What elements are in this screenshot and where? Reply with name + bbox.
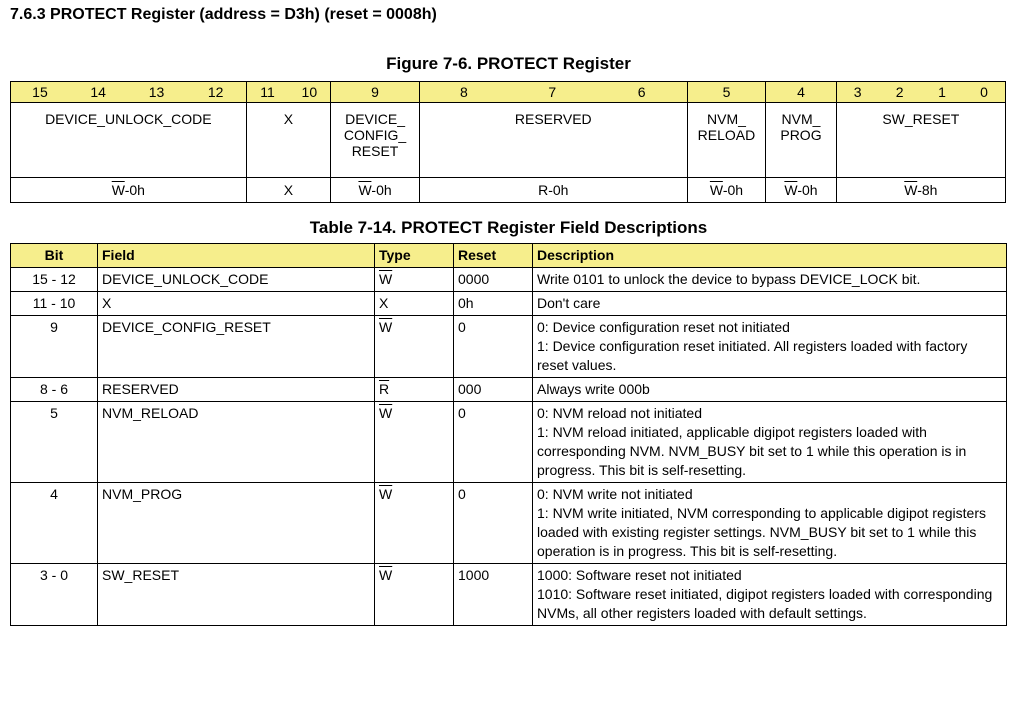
cell-field: DEVICE_UNLOCK_CODE [98,268,375,292]
bit-number: 13 [127,82,185,103]
cell-reset: 0 [454,483,533,564]
description-line: 0: Device configuration reset not initiated [537,319,790,335]
table-row [11,316,1007,378]
cell-reset: 0h [454,292,533,316]
description-line: 1: NVM reload initiated, applicable digipot registers loaded with corresponding NVM. NVM_BUSY bit set to 1 while this operation is in progress. This bit is self-resetting. [537,424,967,478]
cell-reset: 0 [454,316,533,378]
description-line: 1010: Software reset initiated, digipot registers loaded with corresponding NVMs, all other registers loaded with default settings. [537,586,993,621]
field-sw-reset: SW_RESET [836,103,1005,178]
access-device-config-reset [331,178,420,203]
cell-bit: 11 - 10 [11,292,98,316]
access-row [11,178,1006,203]
section-title: 7.6.3 PROTECT Register (address = D3h) (reset = 0008h) [10,6,437,23]
table-row [11,268,1007,292]
cell-field: NVM_PROG [98,483,375,564]
description-line: 1000: Software reset not initiated [537,567,742,583]
access-x: X [246,178,331,203]
table-row [11,378,1007,402]
field-line: NVM_ [781,111,821,127]
cell-type: $\overline{W}$ [375,402,454,483]
table-row [11,292,1007,316]
access-reset: -0h [722,182,744,198]
cell-reset: 1000 [454,564,533,626]
header-description: Description [533,244,1007,268]
bit-number: 9 [331,82,420,103]
cell-type: $\overline{W}$ [375,483,454,564]
table-header-row [11,244,1007,268]
cell-bit: 5 [11,402,98,483]
bit-number: 3 [836,82,878,103]
header-reset: Reset [454,244,533,268]
cell-description [533,483,1007,564]
field-descriptions-table [10,243,1007,626]
access-reset: -0h [371,182,392,198]
field-reserved: RESERVED [419,103,687,178]
access-type: $\overline{W}$ [111,182,125,198]
field-line: PROG [780,127,822,143]
cell-field: X [98,292,375,316]
cell-bit: 8 - 6 [11,378,98,402]
access-reset: -0h [797,182,818,198]
bit-number: 5 [687,82,766,103]
field-line: NVM_ [707,111,746,127]
cell-field: RESERVED [98,378,375,402]
field-name-row [11,103,1006,178]
cell-description [533,292,1007,316]
description-line: Write 0101 to unlock the device to bypass DEVICE_LOCK bit. [537,271,921,287]
field-nvm-prog [766,103,836,178]
bit-number: 6 [597,82,688,103]
field-line: RELOAD [697,127,756,143]
cell-description [533,316,1007,378]
access-device-unlock-code [11,178,247,203]
cell-reset: 0 [454,402,533,483]
field-device-config-reset [331,103,420,178]
table-row [11,564,1007,626]
description-line: 0: NVM reload not initiated [537,405,702,421]
access-reset: -8h [917,182,938,198]
bit-number: 1 [921,82,963,103]
bit-number: 4 [766,82,836,103]
cell-bit: 15 - 12 [11,268,98,292]
description-line: 1: NVM write initiated, NVM corresponding to applicable digipot registers loaded with existing register settings. NVM_BUSY bit set to 1 while this operation is in progress. This bit is self-resetting. [537,505,986,559]
access-type: $\overline{W}$ [904,182,918,198]
bit-number: 14 [69,82,127,103]
cell-description [533,402,1007,483]
access-reset: -0h [124,182,145,198]
cell-type: $\overline{W}$ [375,564,454,626]
cell-type: $\overline{W}$ [375,316,454,378]
field-line: DEVICE_ [345,111,405,127]
description-line: 0: NVM write not initiated [537,486,693,502]
header-bit: Bit [11,244,98,268]
access-sw-reset [836,178,1005,203]
bit-number: 7 [508,82,597,103]
table-row [11,402,1007,483]
cell-type: X [375,292,454,316]
access-nvm-prog [766,178,836,203]
cell-reset: 000 [454,378,533,402]
cell-description [533,268,1007,292]
bit-number: 12 [186,82,246,103]
description-line: Don't care [537,295,601,311]
access-type: $\overline{W}$ [358,182,372,198]
cell-field: NVM_RELOAD [98,402,375,483]
cell-bit: 4 [11,483,98,564]
access-type: $\overline{W}$ [709,182,723,198]
description-line: 1: Device configuration reset initiated. All registers loaded with factory reset values. [537,338,968,373]
bit-number: 2 [879,82,921,103]
bit-number: 10 [288,82,330,103]
cell-reset: 0000 [454,268,533,292]
cell-description [533,564,1007,626]
bit-number-row [11,82,1006,103]
field-device-unlock-code: DEVICE_UNLOCK_CODE [11,103,247,178]
field-line: CONFIG_ [343,127,407,143]
cell-description [533,378,1007,402]
cell-field: DEVICE_CONFIG_RESET [98,316,375,378]
bit-number: 8 [419,82,508,103]
figure-title: Figure 7-6. PROTECT Register [386,54,631,73]
header-field: Field [98,244,375,268]
table-row [11,483,1007,564]
cell-type: $\overline{W}$ [375,268,454,292]
cell-bit: 3 - 0 [11,564,98,626]
bit-number: 11 [246,82,288,103]
access-type: $\overline{W}$ [784,182,798,198]
field-nvm-reload [687,103,766,178]
bit-number: 15 [11,82,69,103]
register-figure [10,81,1006,203]
access-reserved: R-0h [419,178,687,203]
access-nvm-reload [687,178,766,203]
description-line: Always write 000b [537,381,650,397]
cell-field: SW_RESET [98,564,375,626]
table-title: Table 7-14. PROTECT Register Field Descriptions [309,218,708,237]
field-line: RESET [351,143,399,159]
bit-number: 0 [963,82,1005,103]
cell-bit: 9 [11,316,98,378]
cell-type: $\overline{R}$ [375,378,454,402]
header-type: Type [375,244,454,268]
field-x: X [246,103,331,178]
